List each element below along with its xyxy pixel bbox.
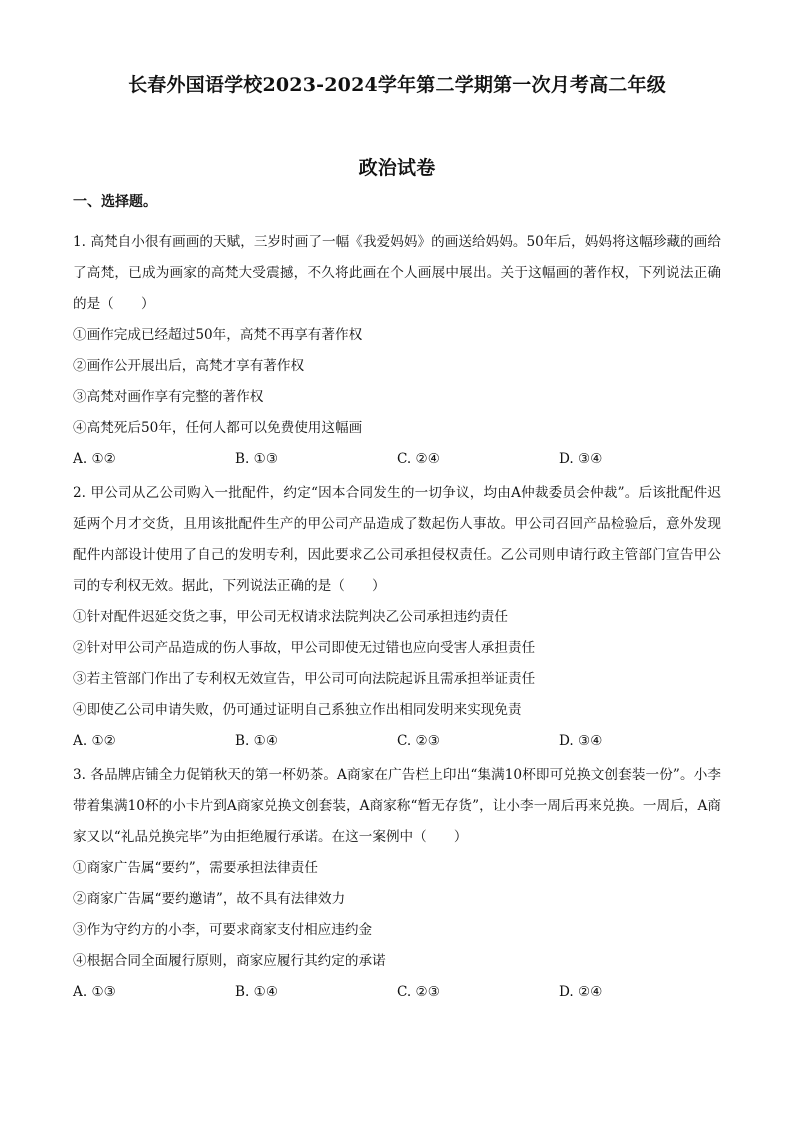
choice-c[interactable]: C. ②③	[397, 733, 440, 749]
question-stem: 2. 甲公司从乙公司购入一批配件，约定“因本合同发生的一切争议，均由A仲裁委员会仲裁”。后该批配件迟延两个月才交货，且用该批配件生产的甲公司产品造成了数起伤人事故。甲公司召回产品检验后，意外发现配件内部设计使用了自己的发明专利，因此要求乙公司承担侵权责任。乙公司则申请行政主管部门宣告甲公司的专利权无效。据此，下列说法正确的是（ ）	[73, 485, 721, 594]
choice-c[interactable]: C. ②③	[397, 984, 440, 1000]
statement-4: ④高梵死后50年，任何人都可以免费使用这幅画	[73, 420, 363, 436]
answer-choices	[73, 977, 721, 1008]
question-stem: 3. 各品牌店铺全力促销秋天的第一杯奶茶。A商家在广告栏上印出“集满10杯即可兑换文创套装一份”。小李带着集满10杯的小卡片到A商家兑换文创套装，A商家称“暂无存货”，让小李一周后再来兑换。一周后，A商家又以“礼品兑换完毕”为由拒绝履行承诺。在这一案例中（ ）	[73, 767, 721, 845]
statement-2: ②商家广告属“要约邀请”，故不具有法律效力	[73, 891, 346, 907]
question-3	[73, 760, 721, 1008]
question-1	[73, 227, 721, 475]
statement-1: ①商家广告属“要约”，需要承担法律责任	[73, 860, 318, 876]
statement-1: ①针对配件迟延交货之事，甲公司无权请求法院判决乙公司承担违约责任	[73, 609, 508, 625]
statement-4: ④根据合同全面履行原则，商家应履行其约定的承诺	[73, 953, 386, 969]
section-heading: 一、选择题。	[73, 194, 157, 210]
statement-2: ②画作公开展出后，高梵才享有著作权	[73, 358, 305, 374]
statement-1: ①画作完成已经超过50年，高梵不再享有著作权	[73, 327, 363, 343]
question-stem: 1. 高梵自小很有画画的天赋，三岁时画了一幅《我爱妈妈》的画送给妈妈。50年后，妈妈将这幅珍藏的画给了高梵，已成为画家的高梵大受震撼，不久将此画在个人画展中展出。关于这幅画的著作权，下列说法正确的是（ ）	[73, 234, 721, 312]
choice-a[interactable]: A. ①③	[73, 984, 116, 1000]
answer-choices	[73, 726, 721, 757]
statement-4: ④即使乙公司申请失败，仍可通过证明自己系独立作出相同发明来实现免责	[73, 702, 522, 718]
choice-d[interactable]: D. ②④	[559, 984, 603, 1000]
choice-c[interactable]: C. ②④	[397, 451, 440, 467]
choice-a[interactable]: A. ①②	[73, 733, 116, 749]
choice-b[interactable]: B. ①④	[235, 733, 279, 749]
question-2	[73, 478, 721, 757]
answer-choices	[73, 444, 721, 475]
statement-3: ③若主管部门作出了专利权无效宣告，甲公司可向法院起诉且需承担举证责任	[73, 671, 536, 687]
exam-subtitle: 政治试卷	[358, 157, 436, 179]
statement-2: ②针对甲公司产品造成的伤人事故，甲公司即使无过错也应向受害人承担责任	[73, 640, 536, 656]
choice-b[interactable]: B. ①③	[235, 451, 279, 467]
choice-d[interactable]: D. ③④	[559, 733, 603, 749]
exam-title: 长春外国语学校2023-2024学年第二学期第一次月考高二年级	[128, 74, 666, 96]
statement-3: ③高梵对画作享有完整的著作权	[73, 389, 264, 405]
choice-a[interactable]: A. ①②	[73, 451, 116, 467]
choice-b[interactable]: B. ①④	[235, 984, 279, 1000]
statement-3: ③作为守约方的小李，可要求商家支付相应违约金	[73, 922, 373, 938]
choice-d[interactable]: D. ③④	[559, 451, 603, 467]
